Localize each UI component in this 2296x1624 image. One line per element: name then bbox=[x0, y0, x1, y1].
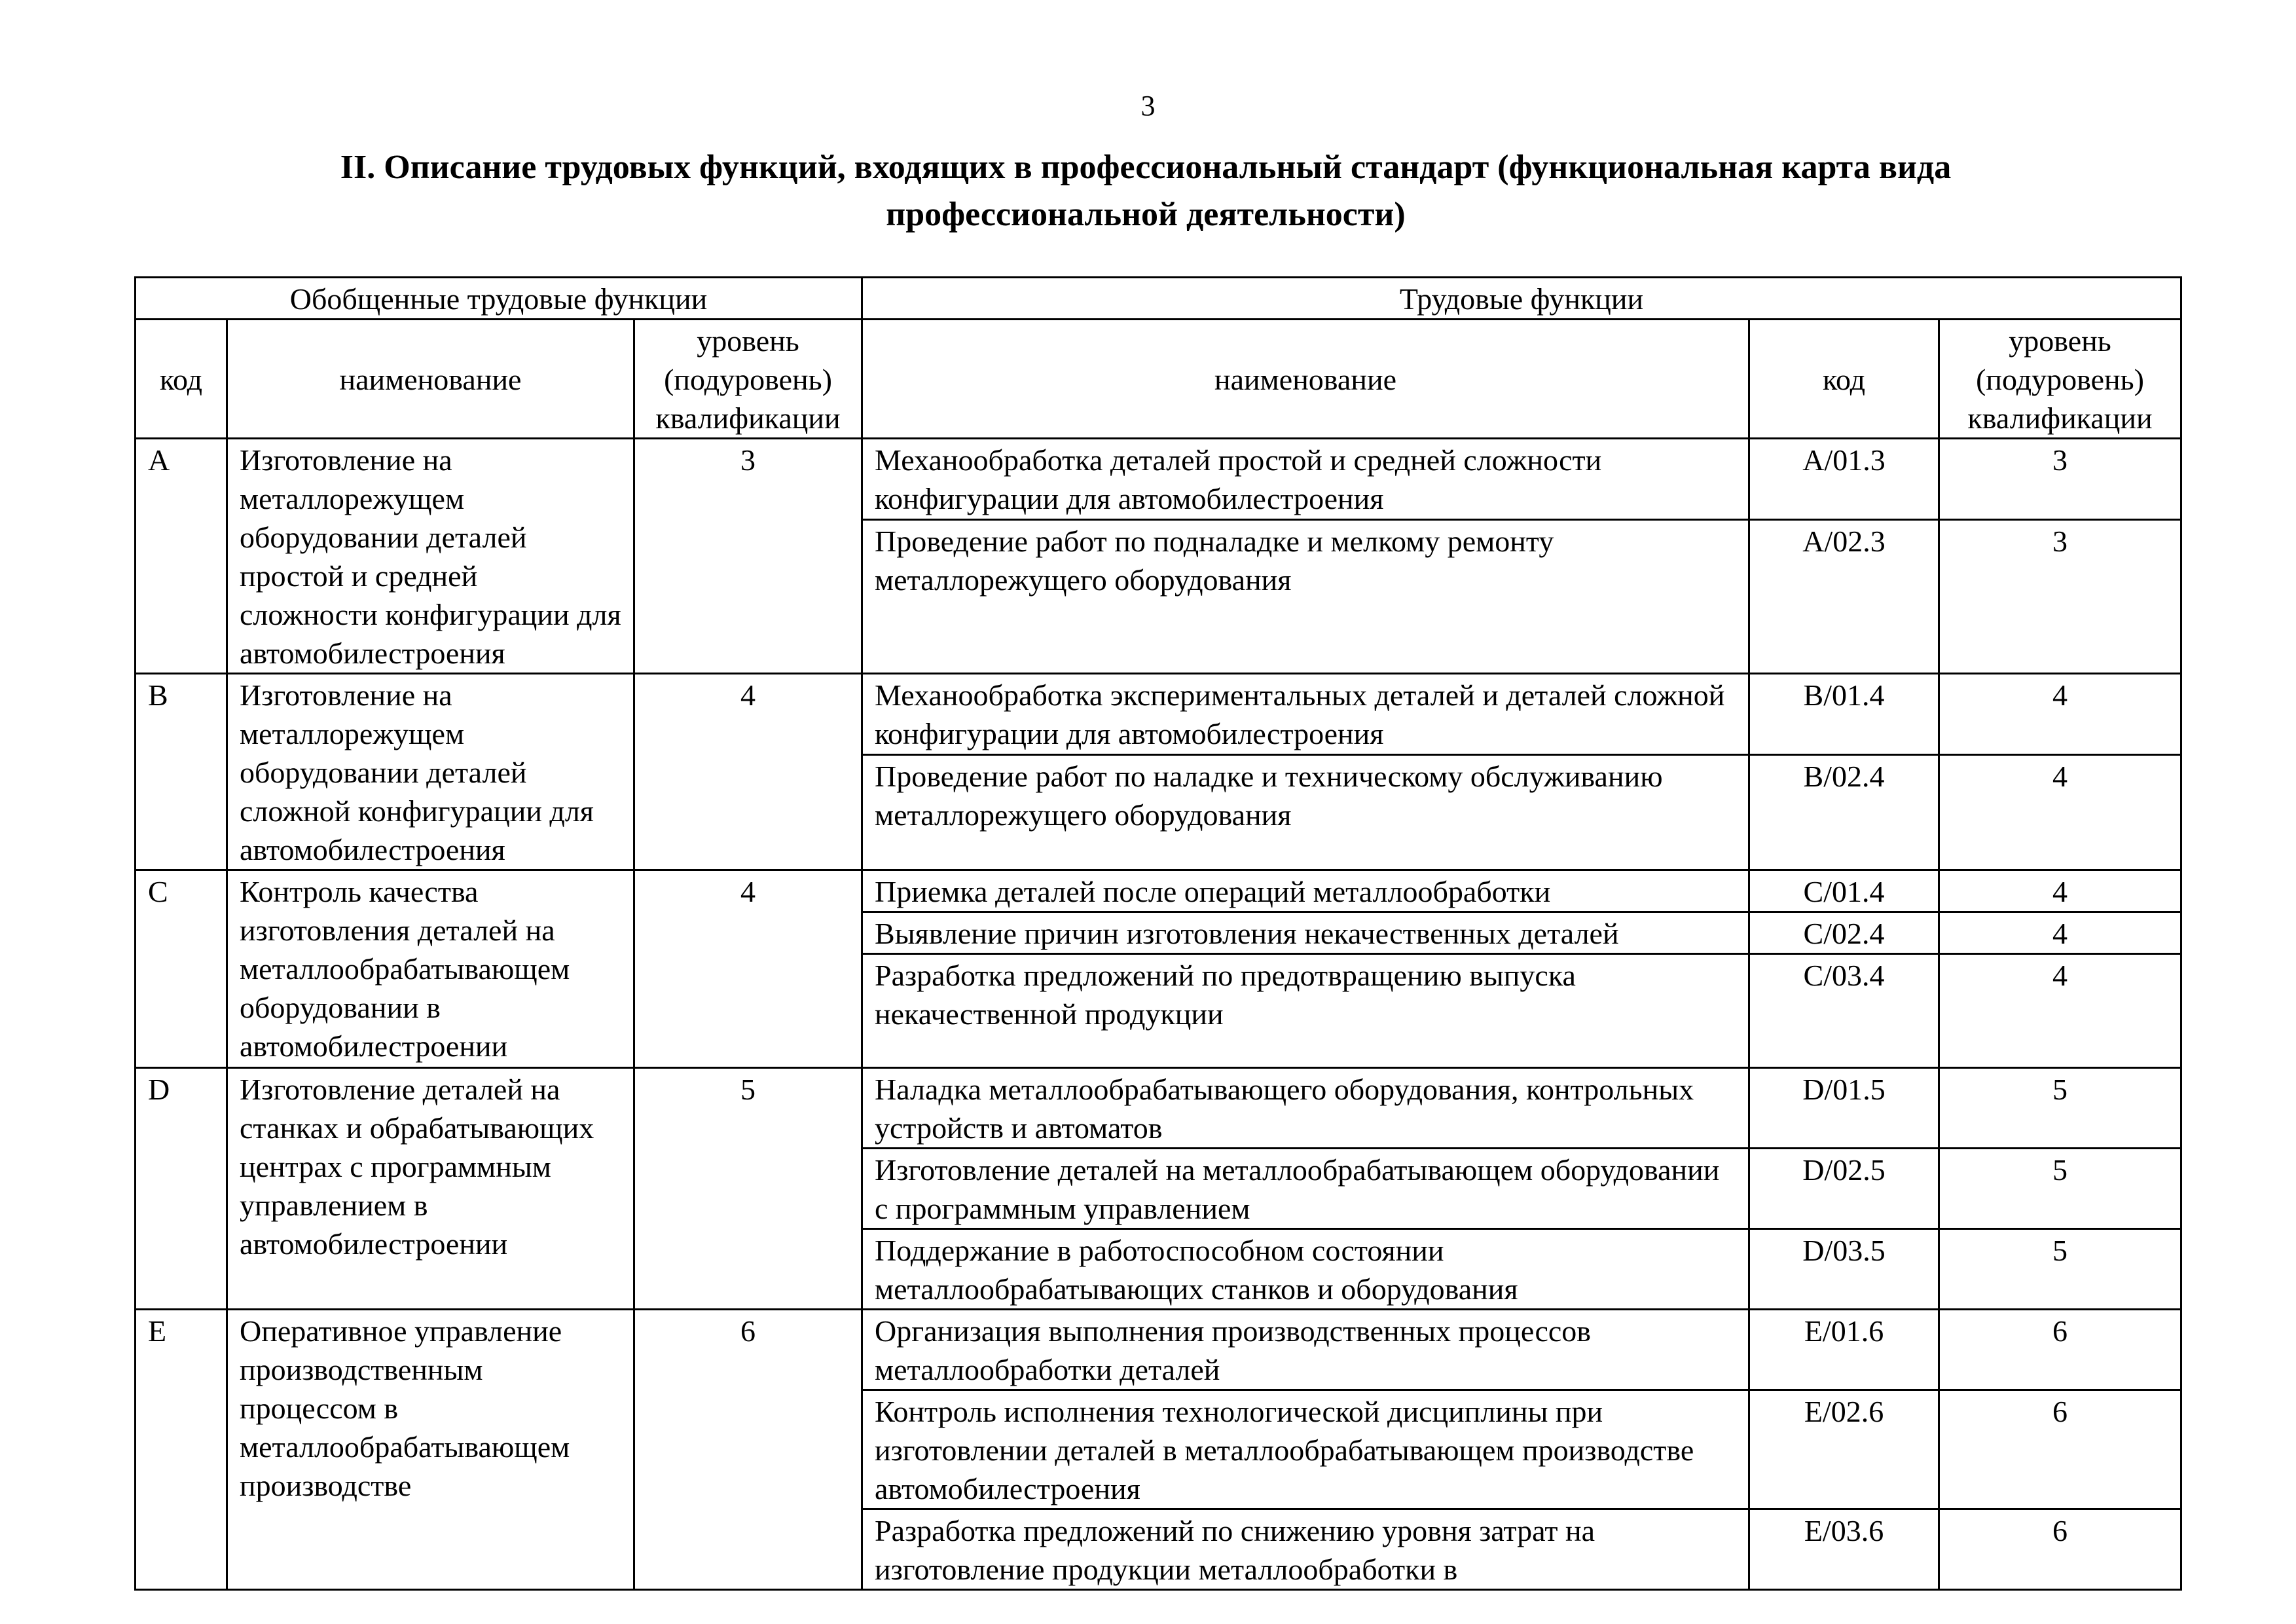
function-level: 4 bbox=[1939, 954, 2181, 1068]
function-level: 4 bbox=[1939, 674, 2181, 755]
function-code: B/02.4 bbox=[1749, 755, 1939, 870]
group-level: 3 bbox=[634, 439, 862, 674]
function-code: A/02.3 bbox=[1749, 520, 1939, 674]
header-row-columns bbox=[136, 320, 2181, 439]
function-name: Выявление причин изготовления некачественных деталей bbox=[862, 912, 1749, 954]
table-row bbox=[136, 439, 2181, 520]
header-group-level: уровень (подуровень) квалификации bbox=[634, 320, 862, 439]
function-level: 5 bbox=[1939, 1068, 2181, 1149]
function-level: 3 bbox=[1939, 520, 2181, 674]
function-level: 6 bbox=[1939, 1390, 2181, 1509]
function-code: E/01.6 bbox=[1749, 1310, 1939, 1390]
group-code: E bbox=[136, 1310, 227, 1590]
group-code: A bbox=[136, 439, 227, 674]
function-name: Механообработка экспериментальных деталей и деталей сложной конфигурации для автомобилестроения bbox=[862, 674, 1749, 755]
function-level: 4 bbox=[1939, 870, 2181, 912]
header-group-code: код bbox=[136, 320, 227, 439]
function-level: 5 bbox=[1939, 1149, 2181, 1229]
group-level: 5 bbox=[634, 1068, 862, 1310]
header-function-code: код bbox=[1749, 320, 1939, 439]
function-code: D/03.5 bbox=[1749, 1229, 1939, 1310]
function-name: Изготовление деталей на металлообрабатывающем оборудовании с программным управлением bbox=[862, 1149, 1749, 1229]
table-row bbox=[136, 1310, 2181, 1390]
table-row bbox=[136, 870, 2181, 912]
header-generalized-functions: Обобщенные трудовые функции bbox=[136, 278, 862, 320]
function-name: Проведение работ по наладке и техническому обслуживанию металлорежущего оборудования bbox=[862, 755, 1749, 870]
function-name: Разработка предложений по снижению уровня затрат на изготовление продукции металлообработки в bbox=[862, 1509, 1749, 1590]
group-name: Контроль качества изготовления деталей на металлообрабатывающем оборудовании в автомобилестроении bbox=[227, 870, 634, 1068]
section-title-line-1: II. Описание трудовых функций, входящих в профессиональный стандарт (функциональная карта вида bbox=[340, 149, 1952, 186]
function-code: C/02.4 bbox=[1749, 912, 1939, 954]
header-function-name: наименование bbox=[862, 320, 1749, 439]
group-code: B bbox=[136, 674, 227, 870]
function-code: A/01.3 bbox=[1749, 439, 1939, 520]
group-code: D bbox=[136, 1068, 227, 1310]
group-level: 6 bbox=[634, 1310, 862, 1590]
header-function-level: уровень (подуровень) квалификации bbox=[1939, 320, 2181, 439]
function-name: Проведение работ по подналадке и мелкому ремонту металлорежущего оборудования bbox=[862, 520, 1749, 674]
group-level: 4 bbox=[634, 674, 862, 870]
header-row-groups bbox=[136, 278, 2181, 320]
function-name: Разработка предложений по предотвращению выпуска некачественной продукции bbox=[862, 954, 1749, 1068]
function-level: 5 bbox=[1939, 1229, 2181, 1310]
function-level: 4 bbox=[1939, 755, 2181, 870]
group-code: C bbox=[136, 870, 227, 1068]
function-name: Поддержание в работоспособном состоянии металлообрабатывающих станков и оборудования bbox=[862, 1229, 1749, 1310]
functional-map-table bbox=[134, 276, 2182, 1591]
function-name: Контроль исполнения технологической дисциплины при изготовлении деталей в металлообрабатывающем производстве автомобилестроения bbox=[862, 1390, 1749, 1509]
header-group-name: наименование bbox=[227, 320, 634, 439]
function-code: D/02.5 bbox=[1749, 1149, 1939, 1229]
table-row bbox=[136, 1068, 2181, 1149]
function-level: 6 bbox=[1939, 1310, 2181, 1390]
function-level: 3 bbox=[1939, 439, 2181, 520]
function-code: B/01.4 bbox=[1749, 674, 1939, 755]
group-level: 4 bbox=[634, 870, 862, 1068]
group-name: Изготовление на металлорежущем оборудовании деталей простой и средней сложности конфигурации для автомобилестроения bbox=[227, 439, 634, 674]
section-title bbox=[131, 144, 2160, 238]
group-name: Оперативное управление производственным процессом в металлообрабатывающем производстве bbox=[227, 1310, 634, 1590]
function-code: D/01.5 bbox=[1749, 1068, 1939, 1149]
group-name: Изготовление деталей на станках и обрабатывающих центрах с программным управлением в автомобилестроении bbox=[227, 1068, 634, 1310]
page-number: 3 bbox=[1140, 90, 1156, 122]
function-name: Организация выполнения производственных процессов металлообработки деталей bbox=[862, 1310, 1749, 1390]
function-name: Приемка деталей после операций металлообработки bbox=[862, 870, 1749, 912]
section-title-line-2: профессиональной деятельности) bbox=[886, 196, 1406, 233]
table-row bbox=[136, 674, 2181, 755]
header-labor-functions: Трудовые функции bbox=[862, 278, 2181, 320]
function-code: C/03.4 bbox=[1749, 954, 1939, 1068]
function-code: E/02.6 bbox=[1749, 1390, 1939, 1509]
function-code: E/03.6 bbox=[1749, 1509, 1939, 1590]
function-level: 6 bbox=[1939, 1509, 2181, 1590]
function-name: Механообработка деталей простой и средней сложности конфигурации для автомобилестроения bbox=[862, 439, 1749, 520]
function-name: Наладка металлообрабатывающего оборудования, контрольных устройств и автоматов bbox=[862, 1068, 1749, 1149]
function-code: C/01.4 bbox=[1749, 870, 1939, 912]
group-name: Изготовление на металлорежущем оборудовании деталей сложной конфигурации для автомобилестроения bbox=[227, 674, 634, 870]
function-level: 4 bbox=[1939, 912, 2181, 954]
